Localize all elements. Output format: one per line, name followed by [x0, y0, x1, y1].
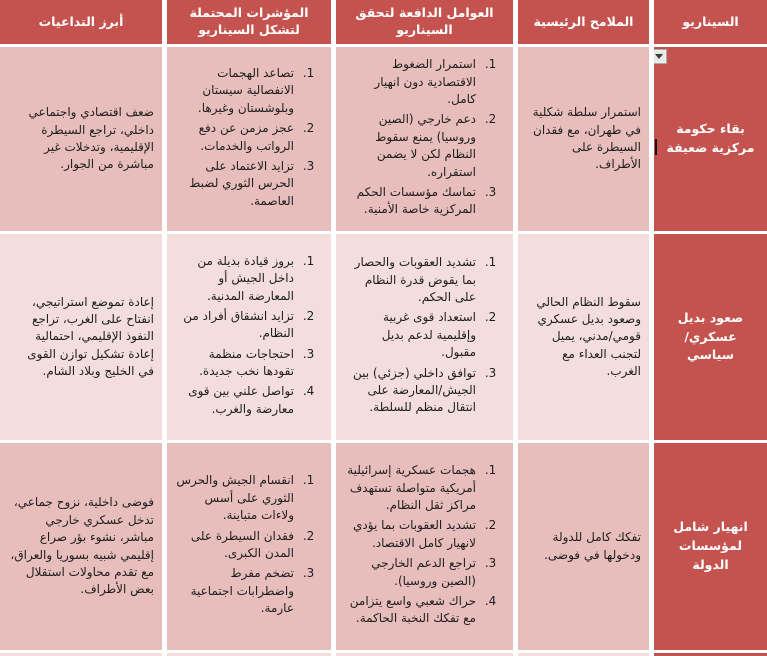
repercussions-text: إعادة تموضع استراتيجي، انفتاح على الغرب، تراجع النفوذ الإقليمي، احتمالية إعادة تشكيل توازن القوى في الخليج وبلاد الشام. — [27, 294, 154, 379]
list-item: 1. تشديد العقوبات والحصار بما يقوض قدرة النظام على الحكم. — [344, 254, 481, 306]
list-item: 1. تصاعد الهجمات الانفصالية سيستان وبلوشستان وغيرها. — [175, 65, 299, 117]
column-header-indicators: المؤشرات المحتملة لتشكل السيناريو — [167, 0, 331, 44]
column-header-scenario: السيناريو — [654, 0, 767, 44]
cell-features-row2 — [518, 234, 649, 440]
repercussions-text: فوضى داخلية، نزوح جماعي، تدخل عسكري خارجي مباشر، نشوء بؤر صراع إقليمي شبيه بسوريا والعراق، مع تقدم محاولات استقلال بعض الأطراف. — [10, 495, 154, 597]
list-item: 4. حراك شعبي واسع يتزامن مع تفكك النخبة الحاكمة. — [344, 593, 481, 628]
column-header-repercussions: أبرز التداعيات — [0, 0, 162, 44]
list-item: 3. تماسك مؤسسات الحكم المركزية خاصة الأمنية. — [344, 184, 481, 219]
cell-indicators-row2 — [167, 234, 331, 440]
list-item: 1. انقسام الجيش والحرس الثوري على أسس ولاءات متباينة. — [175, 472, 299, 524]
cell-scenario-row2 — [654, 234, 767, 440]
features-text: استمرار سلطة شكلية في طهران، مع فقدان السيطرة على الأطراف. — [532, 105, 641, 172]
indicators-list — [175, 472, 323, 620]
list-item: 3. توافق داخلي (جزئي) بين الجيش/المعارضة على انتقال منظم للسلطة. — [344, 365, 481, 417]
list-item: 3. تضخم مفرط واضطرابات اجتماعية عارمة. — [175, 565, 299, 617]
factors-list — [344, 462, 505, 631]
scenario-title: انهيار شامل لمؤسسات الدولة — [673, 519, 748, 572]
repercussions-text: ضعف اقتصادي واجتماعي داخلي، تراجع السيطرة الإقليمية، وتدخلات غير مباشرة من الجوار. — [28, 105, 154, 172]
list-item: 2. فقدان السيطرة على المدن الكبرى. — [175, 528, 299, 563]
list-item: 3. تراجع الدعم الخارجي (الصين وروسيا). — [344, 555, 481, 590]
list-item: 2. عجز مزمن عن دفع الرواتب والخدمات. — [175, 120, 299, 155]
list-item: 1. هجمات عسكرية إسرائيلية أمريكية متواصلة تستهدف مراكز ثقل النظام. — [344, 462, 481, 514]
indicators-list — [175, 253, 323, 422]
scenario-title: بقاء حكومة مركزية ضعيفة — [666, 121, 755, 155]
list-item: 1. بروز قيادة بديلة من داخل الجيش أو المعارضة المدنية. — [175, 253, 299, 305]
cell-repercussions-row2 — [0, 234, 162, 440]
scenario-title: صعود بديل عسكري/سياسي — [677, 309, 744, 363]
column-header-factors: العوامل الدافعة لتحقق السيناريو — [336, 0, 513, 44]
column-header-features: الملامح الرئيسية — [518, 0, 649, 44]
text-cursor — [655, 139, 657, 155]
list-item: 3. احتجاجات منظمة تقودها نخب جديدة. — [175, 346, 299, 381]
chevron-down-icon — [655, 54, 663, 59]
cell-factors-row3 — [336, 443, 513, 650]
cell-repercussions-row1 — [0, 47, 162, 231]
cell-repercussions-row3 — [0, 443, 162, 650]
list-item: 2. استعداد قوى غربية وإقليمية لدعم بديل مقبول. — [344, 309, 481, 361]
cell-features-row3 — [518, 443, 649, 650]
cell-factors-row1 — [336, 47, 513, 231]
features-text: تفكك كامل للدولة ودخولها في فوضى. — [544, 530, 641, 562]
cell-factors-row2 — [336, 234, 513, 440]
list-item: 2. تزايد انشقاق أفراد من النظام. — [175, 308, 299, 343]
cell-indicators-row3 — [167, 443, 331, 650]
factors-list — [344, 254, 505, 420]
list-item: 2. تشديد العقوبات بما يؤدي لانهيار كامل الاقتصاد. — [344, 517, 481, 552]
cell-indicators-row1 — [167, 47, 331, 231]
cell-features-row1 — [518, 47, 649, 231]
cell-scenario-row1 — [654, 47, 767, 231]
list-item: 1. استمرار الضغوط الاقتصادية دون انهيار كامل. — [344, 56, 481, 108]
features-text: سقوط النظام الحالي وصعود بديل عسكري قومي/مدني، يميل لتجنب العداء مع الغرب. — [536, 294, 641, 379]
list-item: 4. تواصل علني بين قوى معارضة والغرب. — [175, 383, 299, 418]
list-item: 3. تزايد الاعتماد على الحرس الثوري لضبط العاصمة. — [175, 158, 299, 210]
dropdown-button[interactable] — [654, 49, 667, 64]
factors-list — [344, 56, 505, 222]
indicators-list — [175, 65, 323, 213]
list-item: 2. دعم خارجي (الصين وروسيا) يمنع سقوط النظام لكن لا يضمن استقراره. — [344, 111, 481, 181]
cell-scenario-row3 — [654, 443, 767, 650]
